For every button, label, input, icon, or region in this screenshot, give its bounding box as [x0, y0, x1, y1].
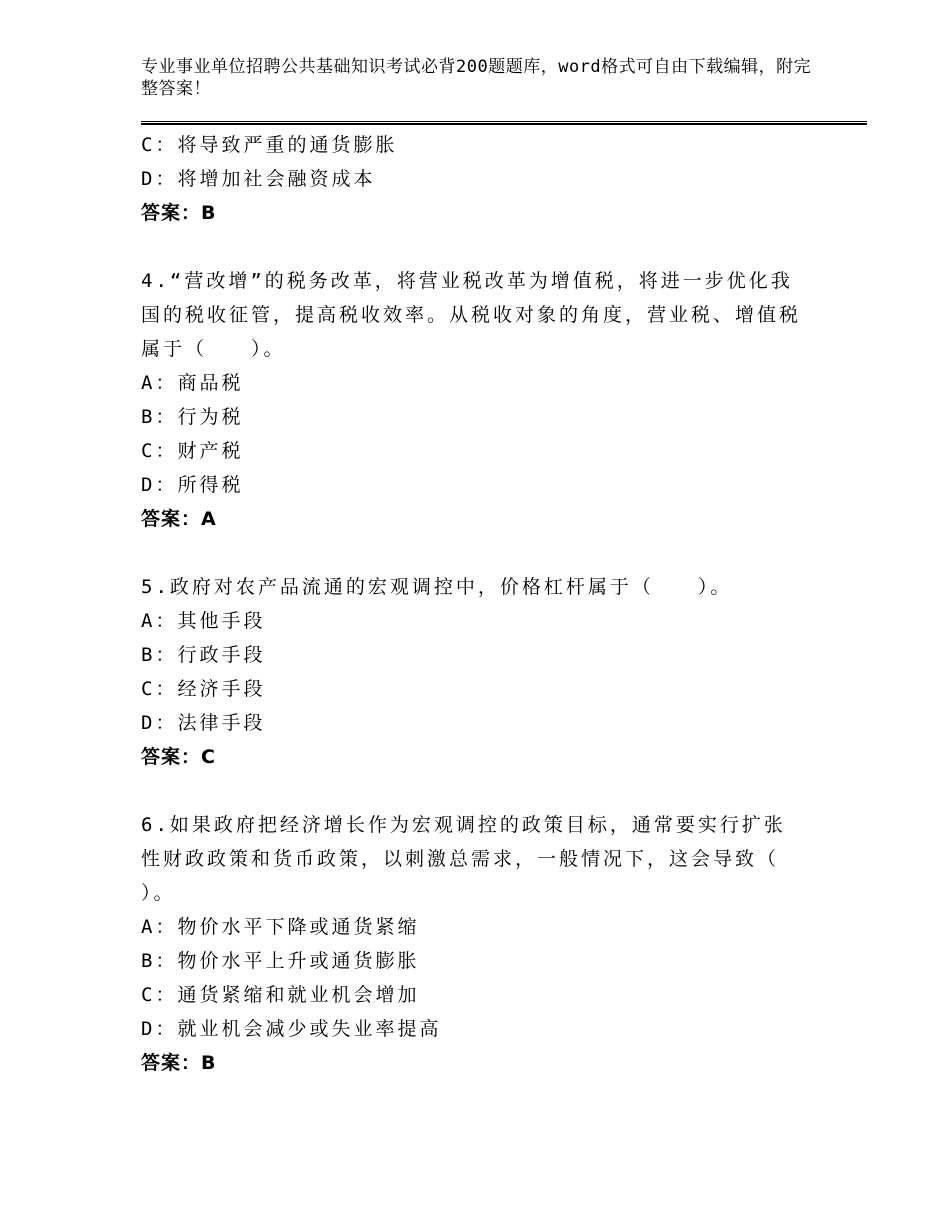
option-b: B：物价水平上升或通货膨胀: [141, 950, 420, 972]
option-b: B：行政手段: [141, 644, 266, 666]
question-6: [141, 808, 824, 1080]
option-a: A：物价水平下降或通货紧缩: [141, 916, 420, 938]
question-list: [141, 128, 824, 1080]
option-a: A：其他手段: [141, 610, 266, 632]
spacer: [141, 774, 801, 808]
answer: 答案：C: [141, 746, 216, 768]
spacer: [141, 536, 801, 570]
page-header: [141, 56, 821, 100]
header-divider: [141, 121, 867, 125]
option-a: A：商品税: [141, 372, 244, 394]
question-stem: 5.政府对农产品流通的宏观调控中，价格杠杆属于（ ）。: [141, 576, 733, 598]
option-d: D：法律手段: [141, 712, 266, 734]
question-4: [141, 264, 801, 536]
answer: 答案：B: [141, 202, 217, 224]
option-d: D：将增加社会融资成本: [141, 168, 376, 190]
option-c: C：经济手段: [141, 678, 266, 700]
option-c: C：通货紧缩和就业机会增加: [141, 984, 420, 1006]
question-5: [141, 570, 801, 774]
option-d: D：就业机会减少或失业率提高: [141, 1018, 442, 1040]
header-title: 专业事业单位招聘公共基础知识考试必背200题题库，word格式可自由下载编辑，附完整答案！: [141, 57, 812, 99]
question-3-tail: [141, 128, 801, 230]
spacer: [141, 230, 801, 264]
question-stem: 6.如果政府把经济增长作为宏观调控的政策目标，通常要实行扩张性财政政策和货币政策，以刺激总需求，一般情况下，这会导致（ ）。: [141, 814, 824, 904]
answer: 答案：A: [141, 508, 217, 530]
option-c: C：财产税: [141, 440, 244, 462]
option-b: B：行为税: [141, 406, 244, 428]
question-stem: 4.“营改增”的税务改革，将营业税改革为增值税，将进一步优化我国的税收征管，提高税收效率。从税收对象的角度，营业税、增值税属于（ ）。: [141, 270, 802, 360]
option-c: C：将导致严重的通货膨胀: [141, 134, 398, 156]
answer: 答案：B: [141, 1052, 217, 1074]
option-d: D：所得税: [141, 474, 244, 496]
